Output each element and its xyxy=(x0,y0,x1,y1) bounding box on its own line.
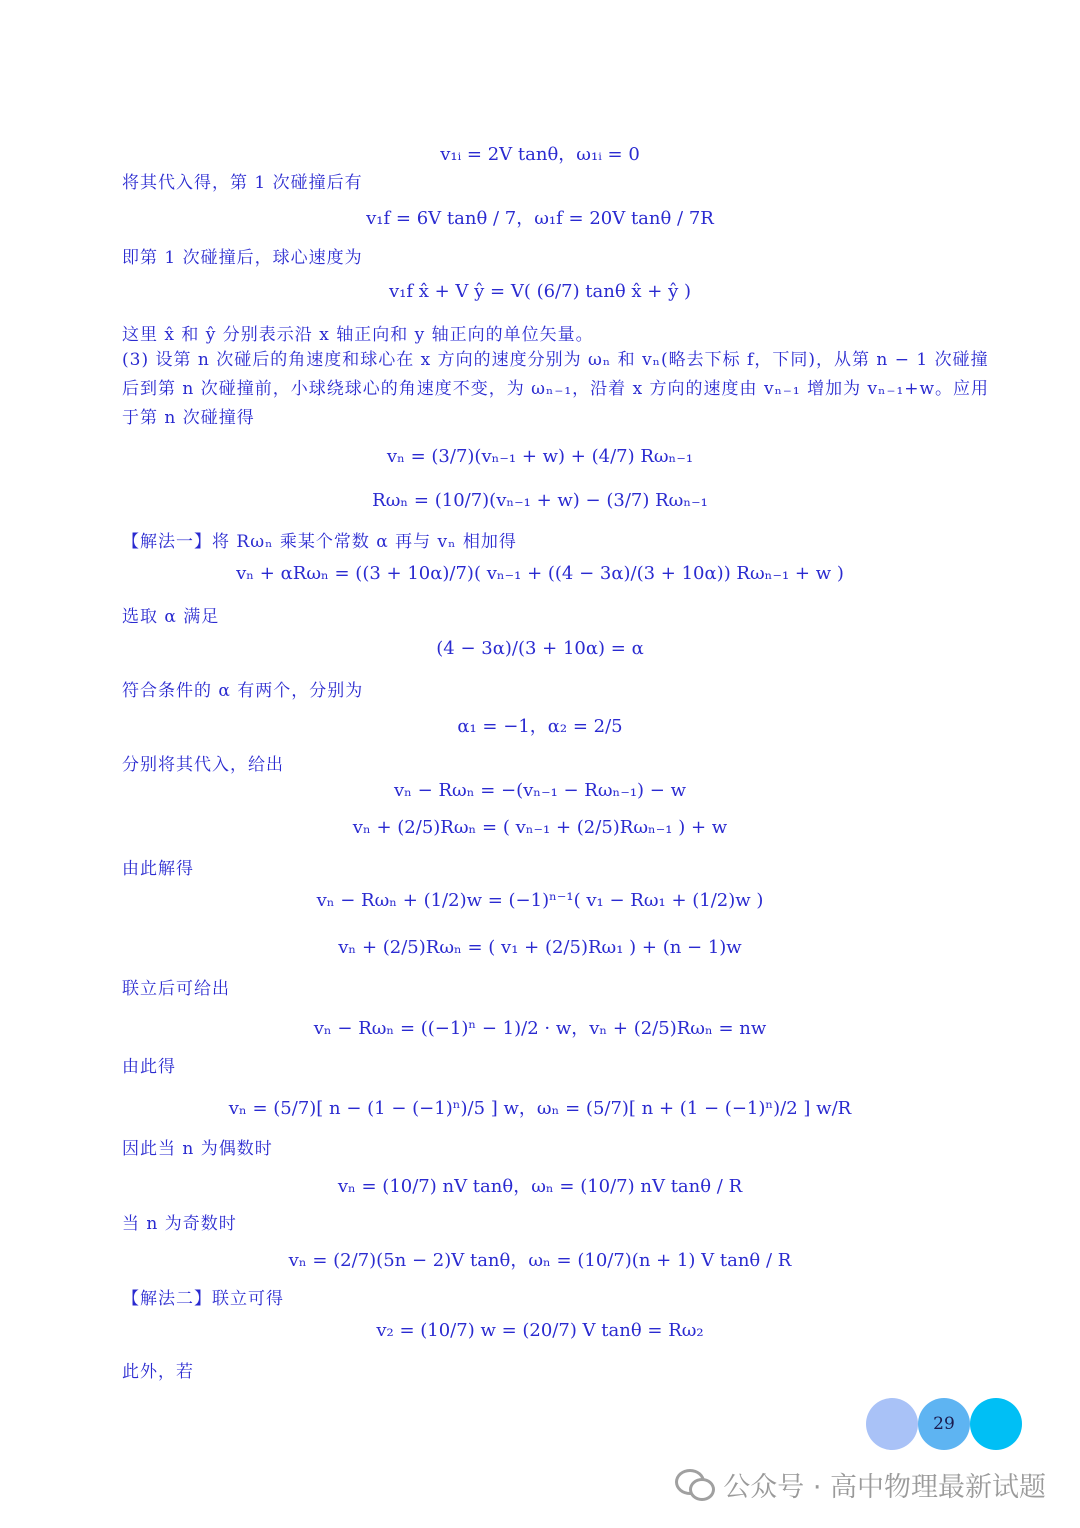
equation-6: vₙ + αRωₙ = ((3 + 10α)/7)( vₙ₋₁ + ((4 − 3α)/(3 + 10α)) Rωₙ₋₁ + w ) xyxy=(236,563,844,584)
equation-12: vₙ + (2/5)Rωₙ = ( v₁ + (2/5)Rω₁ ) + (n − 1)w xyxy=(338,937,742,958)
text-line-7: 符合条件的 α 有两个，分别为 xyxy=(122,681,364,701)
text-line-5: 【解法一】将 Rωₙ 乘某个常数 α 再与 vₙ 相加得 xyxy=(122,532,517,552)
equation-4: vₙ = (3/7)(vₙ₋₁ + w) + (4/7) Rωₙ₋₁ xyxy=(386,446,694,467)
footer-text: 公众号 · 高中物理最新试题 xyxy=(723,1471,1046,1503)
page-number: 29 xyxy=(933,1414,955,1434)
equation-7: (4 − 3α)/(3 + 10α) = α xyxy=(436,638,644,659)
text-line-11: 由此得 xyxy=(122,1057,176,1077)
decor-circle-left xyxy=(866,1398,918,1450)
equation-3: v₁f x̂ + V ŷ = V( (6/7) tanθ x̂ + ŷ ) xyxy=(388,281,692,302)
equation-9: vₙ − Rωₙ = −(vₙ₋₁ − Rωₙ₋₁) − w xyxy=(393,780,687,801)
equation-5: Rωₙ = (10/7)(vₙ₋₁ + w) − (3/7) Rωₙ₋₁ xyxy=(372,490,708,511)
equation-17: v₂ = (10/7) w = (20/7) V tanθ = Rω₂ xyxy=(376,1320,704,1341)
text-line-8: 分别将其代入，给出 xyxy=(122,755,284,775)
footer-watermark xyxy=(675,1464,1046,1504)
text-line-14: 【解法二】联立可得 xyxy=(122,1289,284,1309)
equation-2: v₁f = 6V tanθ / 7，ω₁f = 20V tanθ / 7R xyxy=(366,208,714,229)
text-line-6: 选取 α 满足 xyxy=(122,607,220,627)
text-line-1: 将其代入得，第 1 次碰撞后有 xyxy=(122,173,363,193)
text-line-3: 这里 x̂ 和 ŷ 分别表示沿 x 轴正向和 y 轴正向的单位矢量。 xyxy=(122,325,594,345)
equation-11: vₙ − Rωₙ + (1/2)w = (−1)ⁿ⁻¹( v₁ − Rω₁ + (1/2)w ) xyxy=(316,890,764,911)
text-line-12: 因此当 n 为偶数时 xyxy=(122,1139,273,1159)
decor-circle-right xyxy=(970,1398,1022,1450)
page-number-badge xyxy=(866,1398,1026,1450)
equation-14: vₙ = (5/7)[ n − (1 − (−1)ⁿ)/5 ] w，ωₙ = (5/7)[ n + (1 − (−1)ⁿ)/2 ] w/R xyxy=(228,1098,852,1119)
equation-8: α₁ = −1，α₂ = 2/5 xyxy=(457,716,623,737)
equation-10: vₙ + (2/5)Rωₙ = ( vₙ₋₁ + (2/5)Rωₙ₋₁ ) + w xyxy=(352,817,728,838)
text-line-15: 此外，若 xyxy=(122,1362,194,1382)
text-line-13: 当 n 为奇数时 xyxy=(122,1214,237,1234)
equation-16: vₙ = (2/7)(5n − 2)V tanθ，ωₙ = (10/7)(n + 1) V tanθ / R xyxy=(288,1250,792,1271)
text-line-10: 联立后可给出 xyxy=(122,979,230,999)
wechat-icon xyxy=(675,1467,715,1501)
text-paragraph-4: (3) 设第 n 次碰后的角速度和球心在 x 方向的速度分别为 ωₙ 和 vₙ(略去下标 f，下同)，从第 n − 1 次碰撞后到第 n 次碰撞前，小球绕球心的角速度不变，为 ωₙ₋₁，沿着 x 方向的速度由 vₙ₋₁ 增加为 vₙ₋₁+w。应用于第 n 次碰撞得 xyxy=(122,350,990,428)
text-line-2: 即第 1 次碰撞后，球心速度为 xyxy=(122,248,363,268)
equation-13: vₙ − Rωₙ = ((−1)ⁿ − 1)/2 · w，vₙ + (2/5)Rωₙ = nw xyxy=(313,1018,767,1039)
equation-1: v₁ᵢ = 2V tanθ，ω₁ᵢ = 0 xyxy=(440,144,640,165)
equation-15: vₙ = (10/7) nV tanθ，ωₙ = (10/7) nV tanθ / R xyxy=(337,1176,743,1197)
text-line-9: 由此解得 xyxy=(122,859,194,879)
